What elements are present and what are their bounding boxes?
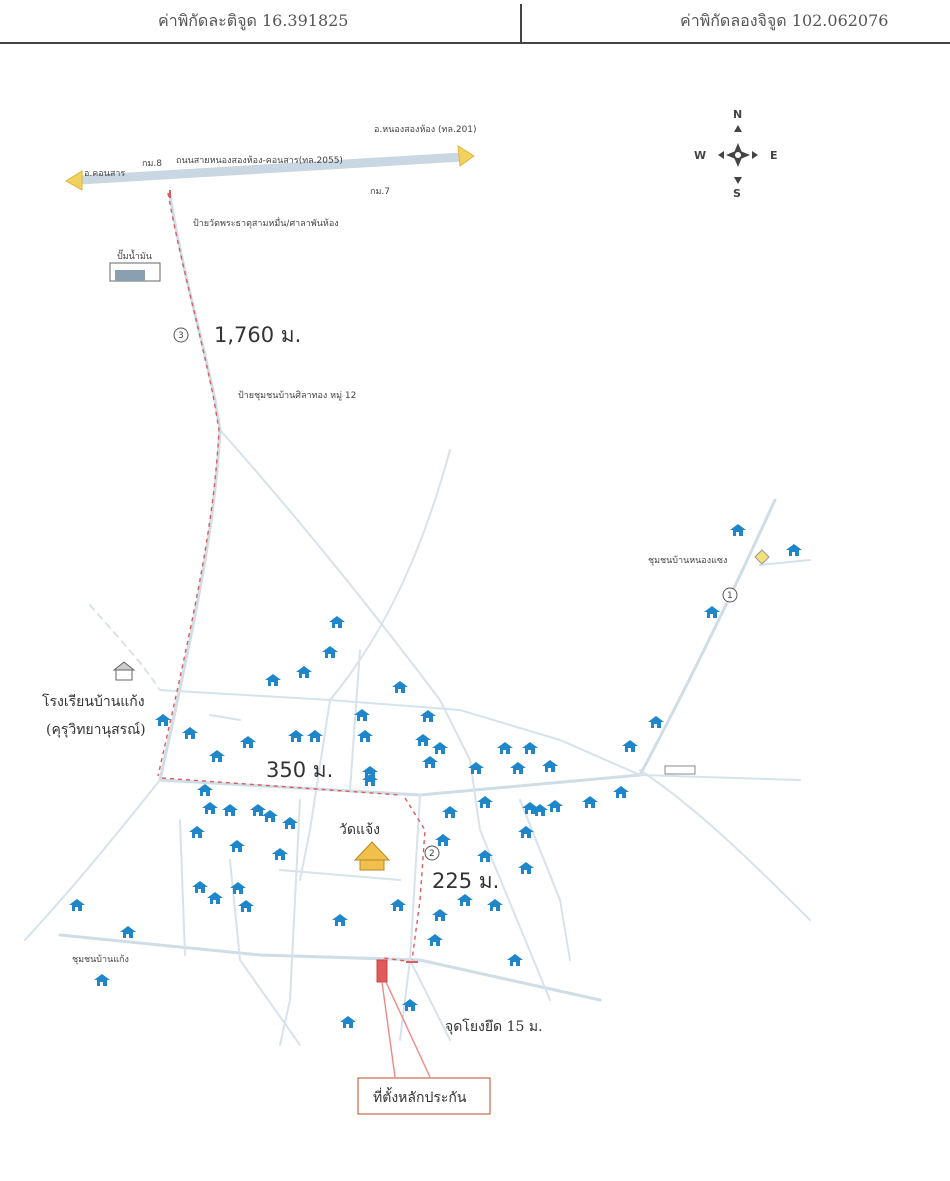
house-icon (613, 786, 629, 798)
house-icon (442, 806, 458, 818)
house-icon (207, 892, 223, 904)
house-icon (507, 954, 523, 966)
east-arrow-icon (458, 146, 474, 166)
house-icon (197, 784, 213, 796)
house-icon (432, 909, 448, 921)
house-icon (282, 817, 298, 829)
house-icon (192, 881, 208, 893)
temple-shrine-icon (755, 550, 769, 564)
temple-label: วัดแจ้ง (339, 822, 381, 838)
compass-n-label: N (733, 108, 743, 121)
house-icon (120, 926, 136, 938)
temple-sign-label: ป้ายวัดพระธาตุสามหมื่น/ศาลาพันห้อง (193, 219, 339, 229)
house-icon (522, 742, 538, 754)
community-sign-label: ป้ายชุมชนบ้านศิลาทอง หมู่ 12 (238, 391, 357, 401)
house-icon (262, 810, 278, 822)
house-icon (182, 727, 198, 739)
km7-label: กม.7 (370, 187, 390, 197)
house-icon (392, 681, 408, 693)
west-arrow-icon (66, 171, 82, 190)
benchmark-marker-icon[interactable] (377, 960, 387, 982)
to-nongsonghong-label: อ.หนองสองห้อง (ทล.201) (374, 125, 477, 135)
house-icon (457, 894, 473, 906)
house-icon (435, 834, 451, 846)
house-icon (362, 774, 378, 786)
km8-label: กม.8 (142, 159, 162, 169)
distance-225-label: 225 ม. (432, 869, 500, 893)
house-icon (497, 742, 513, 754)
nongsaeng-community-label: ชุมชนบ้านหนองแซง (648, 556, 728, 566)
marker-2-label: 2 (429, 849, 435, 859)
house-icon (477, 850, 493, 862)
house-icon (332, 914, 348, 926)
distance-350-label: 350 ม. (266, 758, 334, 782)
house-icon (427, 934, 443, 946)
house-icon (229, 840, 245, 852)
turn-point-label: จุดโยงยึด 15 ม. (445, 1019, 543, 1035)
house-icon (582, 796, 598, 808)
house-icon (155, 714, 171, 726)
house-icon (250, 804, 266, 816)
house-icon (422, 756, 438, 768)
gas-station-label: ปั๊มน้ำมัน (117, 252, 152, 262)
compass-icon (718, 125, 758, 184)
coordinate-header (0, 0, 950, 44)
main-road-label: ถนนสายหนองสองห้อง-คอนสาร(ทล.2055) (176, 156, 343, 166)
house-icon (415, 734, 431, 746)
benchmark-label: ที่ตั้งหลักประกัน (373, 1090, 467, 1106)
house-icon (547, 800, 563, 812)
house-icon (357, 730, 373, 742)
school-name-label: โรงเรียนบ้านแก้ง (42, 694, 145, 710)
house-icon (542, 760, 558, 772)
house-icon (307, 730, 323, 742)
longitude-label: ค่าพิกัดลองจิจูด 102.062076 (680, 11, 889, 30)
house-icon (420, 710, 436, 722)
school-icon (114, 662, 134, 680)
main-highway (66, 146, 474, 190)
to-konsan-label: อ.คอนสาร (84, 169, 126, 179)
house-icon (648, 716, 664, 728)
house-icon (730, 524, 746, 536)
sign-post-icon (665, 766, 695, 774)
house-icon (704, 606, 720, 618)
route-path (158, 190, 425, 962)
kaeng-community-label: ชุมชนบ้านแก้ง (72, 955, 129, 965)
house-icon (477, 796, 493, 808)
house-icon (296, 666, 312, 678)
house-icon (340, 1016, 356, 1028)
house-icon (238, 900, 254, 912)
house-icon (69, 899, 85, 911)
temple-icon (355, 842, 389, 870)
marker-3-label: 3 (178, 331, 184, 341)
house-icon (510, 762, 526, 774)
map-canvas[interactable] (0, 44, 950, 1181)
house-icon (265, 674, 281, 686)
house-icon (240, 736, 256, 748)
house-icon (288, 730, 304, 742)
house-icon (322, 646, 338, 658)
latitude-label: ค่าพิกัดละติจูด 16.391825 (158, 11, 349, 30)
compass-e-label: E (770, 149, 778, 162)
house-icon (209, 750, 225, 762)
house-icon (390, 899, 406, 911)
house-icon (329, 616, 345, 628)
house-icon (786, 544, 802, 556)
house-icon (222, 804, 238, 816)
house-icon (272, 848, 288, 860)
house-icon (518, 862, 534, 874)
gas-station-icon (110, 263, 160, 281)
house-icon (202, 802, 218, 814)
house-icon (487, 899, 503, 911)
house-icon (189, 826, 205, 838)
distance-1760-label: 1,760 ม. (214, 323, 302, 347)
header-divider (520, 4, 522, 42)
compass-w-label: W (694, 149, 707, 162)
compass-s-label: S (733, 187, 741, 200)
road-network (25, 195, 810, 1045)
house-icon (94, 974, 110, 986)
marker-1-label: 1 (727, 591, 733, 601)
house-icon (622, 740, 638, 752)
school-subname-label: (คุรุวิทยานุสรณ์) (46, 722, 146, 738)
house-icon (432, 742, 448, 754)
